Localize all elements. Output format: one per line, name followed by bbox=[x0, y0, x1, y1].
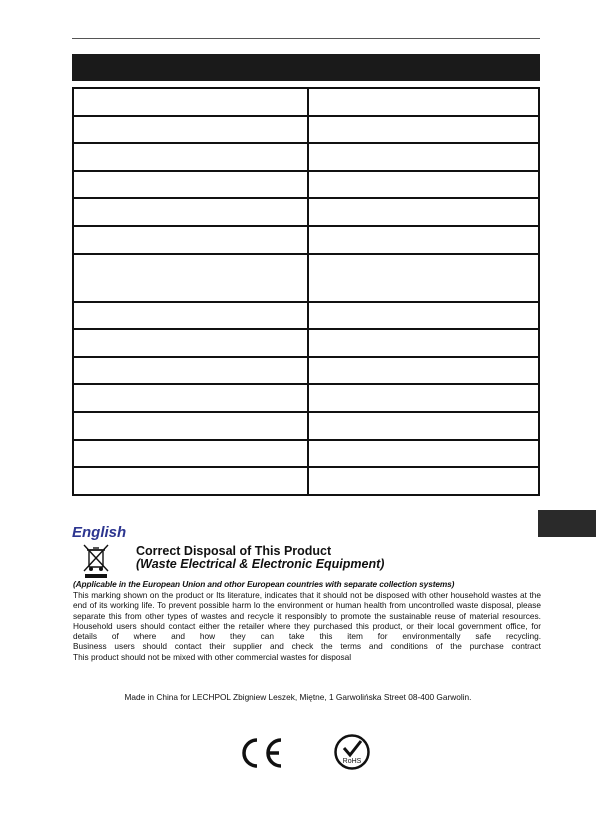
table-row bbox=[73, 440, 539, 468]
top-rule bbox=[72, 38, 540, 39]
ce-mark-icon bbox=[237, 735, 285, 771]
table-row bbox=[73, 412, 539, 440]
table-cell bbox=[73, 384, 308, 412]
disposal-body bbox=[73, 590, 541, 662]
table-cell bbox=[308, 143, 539, 171]
table-row bbox=[73, 116, 539, 144]
table-cell bbox=[73, 88, 308, 116]
paragraph: Business users should contact their supplier and check the terms and conditions of the purchase contract bbox=[73, 641, 541, 652]
table-cell bbox=[73, 143, 308, 171]
table-cell bbox=[73, 171, 308, 199]
table-cell bbox=[308, 384, 539, 412]
crossed-out-wheelie-bin-icon bbox=[82, 543, 110, 579]
table-cell bbox=[73, 329, 308, 357]
manufacturer-note: Made in China for LECHPOL Zbigniew Leszek, Miętne, 1 Garwolińska Street 08-400 Garwolin. bbox=[124, 692, 472, 702]
table-row bbox=[73, 171, 539, 199]
table-cell bbox=[73, 467, 308, 495]
table-cell bbox=[73, 412, 308, 440]
table-row bbox=[73, 302, 539, 330]
table-cell bbox=[308, 302, 539, 330]
table-cell bbox=[308, 171, 539, 199]
table-cell bbox=[73, 254, 308, 302]
table-row bbox=[73, 88, 539, 116]
spec-table bbox=[72, 87, 540, 496]
table-cell bbox=[308, 226, 539, 254]
table-cell bbox=[308, 329, 539, 357]
rohs-label: RoHS bbox=[342, 758, 362, 765]
table-cell bbox=[308, 254, 539, 302]
table-row bbox=[73, 329, 539, 357]
table-row bbox=[73, 384, 539, 412]
applicable-note: (Applicable in the European Union and othor European countries with separate collection systems) bbox=[73, 579, 455, 589]
table-cell bbox=[308, 412, 539, 440]
table-cell bbox=[73, 198, 308, 226]
table-cell bbox=[308, 116, 539, 144]
rohs-mark-icon bbox=[333, 733, 371, 771]
paragraph: Household users should contact either the retailer where they purchased this product, or their local government office, for details of where and how they can take this item for environmentally safe recycling. bbox=[73, 620, 541, 642]
paragraph: This product should not be mixed with other commercial wastes for disposal bbox=[73, 651, 352, 662]
table-cell bbox=[73, 116, 308, 144]
spec-header-bar bbox=[72, 54, 540, 81]
table-cell bbox=[73, 357, 308, 385]
table-row bbox=[73, 226, 539, 254]
table-cell bbox=[73, 226, 308, 254]
table-row bbox=[73, 357, 539, 385]
table-row bbox=[73, 198, 539, 226]
table-row bbox=[73, 143, 539, 171]
table-row bbox=[73, 254, 539, 302]
table-cell bbox=[308, 440, 539, 468]
table-cell bbox=[308, 88, 539, 116]
table-cell bbox=[308, 198, 539, 226]
table-cell bbox=[73, 302, 308, 330]
page-edge-tab bbox=[538, 510, 596, 537]
disposal-title-line1: Correct Disposal of This Product bbox=[136, 544, 332, 558]
table-cell bbox=[308, 357, 539, 385]
disposal-title-line2: (Waste Electrical & Electronic Equipment) bbox=[136, 557, 385, 571]
table-cell bbox=[308, 467, 539, 495]
language-heading: English bbox=[72, 524, 127, 541]
table-row bbox=[73, 467, 539, 495]
paragraph: This marking shown on the product or Its literature, indicates that it should not be disposed with other household wastes at the end of its working life. To prevent possible harm lo the environment or human health from uncontrolled waste disposal, please separate this from other types of wastes and recycle it responsibly to promote the sustainable reuse of material resources. bbox=[73, 590, 541, 621]
disposal-title bbox=[136, 545, 384, 571]
table-cell bbox=[73, 440, 308, 468]
